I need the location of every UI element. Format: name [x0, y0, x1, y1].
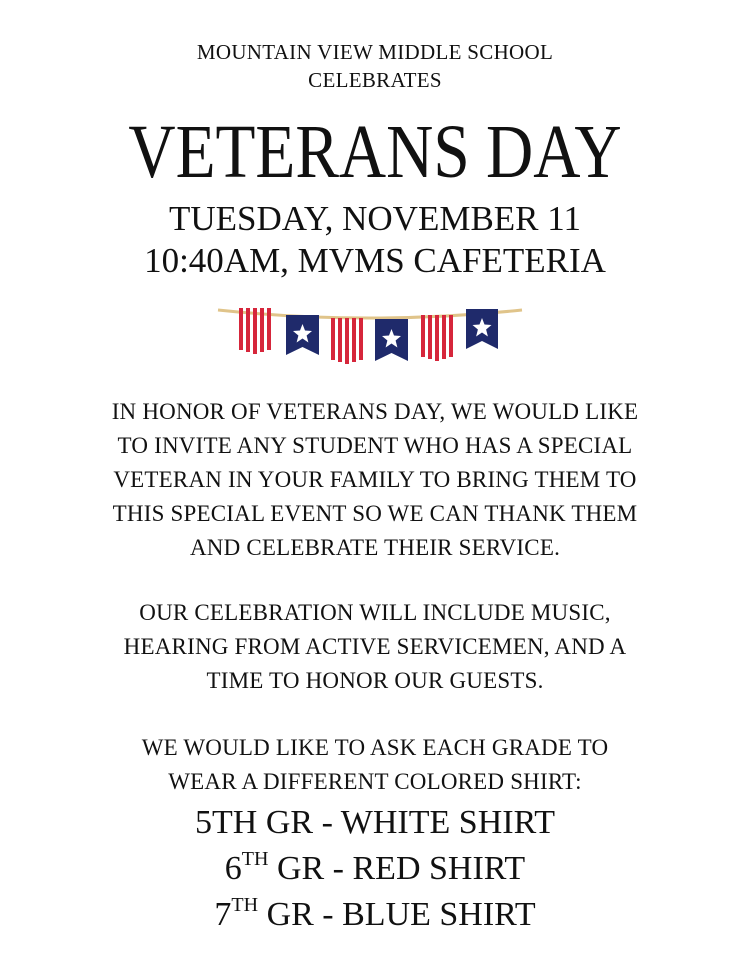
text-line: VETERAN IN YOUR FAMILY TO BRING THEM TO	[113, 467, 637, 492]
grade-shirt-text: GR - RED SHIRT	[268, 850, 526, 887]
invitation-paragraph	[0, 395, 750, 565]
grade-6-shirt	[0, 846, 750, 892]
text-line: IN HONOR OF VETERANS DAY, WE WOULD LIKE	[111, 399, 639, 424]
grade-number: 7	[214, 896, 232, 933]
grade-ordinal: TH	[231, 894, 259, 916]
red-stripe-pennant-icon	[421, 315, 453, 361]
text-line: AND CELEBRATE THEIR SERVICE.	[189, 535, 561, 560]
grade-5-shirt: 5TH GR - WHITE SHIRT	[195, 804, 555, 841]
text-line: THIS SPECIAL EVENT SO WE CAN THANK THEM	[112, 501, 638, 526]
text-line: HEARING FROM ACTIVE SERVICEMEN, AND A	[123, 634, 627, 659]
event-date: TUESDAY, NOVEMBER 11	[169, 199, 581, 238]
grade-shirt-text: GR - BLUE SHIRT	[258, 896, 536, 933]
red-stripe-pennant-icon	[331, 318, 363, 364]
school-header	[0, 38, 750, 94]
text-line: TIME TO HONOR OUR GUESTS.	[206, 668, 544, 693]
text-line: WEAR A DIFFERENT COLORED SHIRT:	[168, 769, 582, 794]
text-line: WE WOULD LIKE TO ASK EACH GRADE TO	[141, 735, 609, 760]
bunting-banner-icon	[215, 300, 525, 370]
header-subline: CELEBRATES	[308, 68, 442, 92]
blue-star-pennant-icon	[466, 309, 498, 349]
celebration-paragraph	[0, 596, 750, 698]
grade-number: 6	[224, 850, 242, 887]
blue-star-pennant-icon	[286, 315, 319, 355]
grade-shirt-list	[0, 800, 750, 938]
grade-ordinal: TH	[241, 848, 269, 870]
grade-7-shirt	[0, 892, 750, 938]
blue-star-pennant-icon	[375, 319, 408, 361]
event-time-place: 10:40AM, MVMS CAFETERIA	[144, 241, 606, 280]
event-details	[0, 198, 750, 282]
shirt-request-paragraph	[0, 731, 750, 799]
text-line: OUR CELEBRATION WILL INCLUDE MUSIC,	[139, 600, 611, 625]
school-name: MOUNTAIN VIEW MIDDLE SCHOOL	[196, 40, 554, 64]
page-title: VETERANS DAY	[128, 110, 622, 194]
text-line: TO INVITE ANY STUDENT WHO HAS A SPECIAL	[117, 433, 633, 458]
